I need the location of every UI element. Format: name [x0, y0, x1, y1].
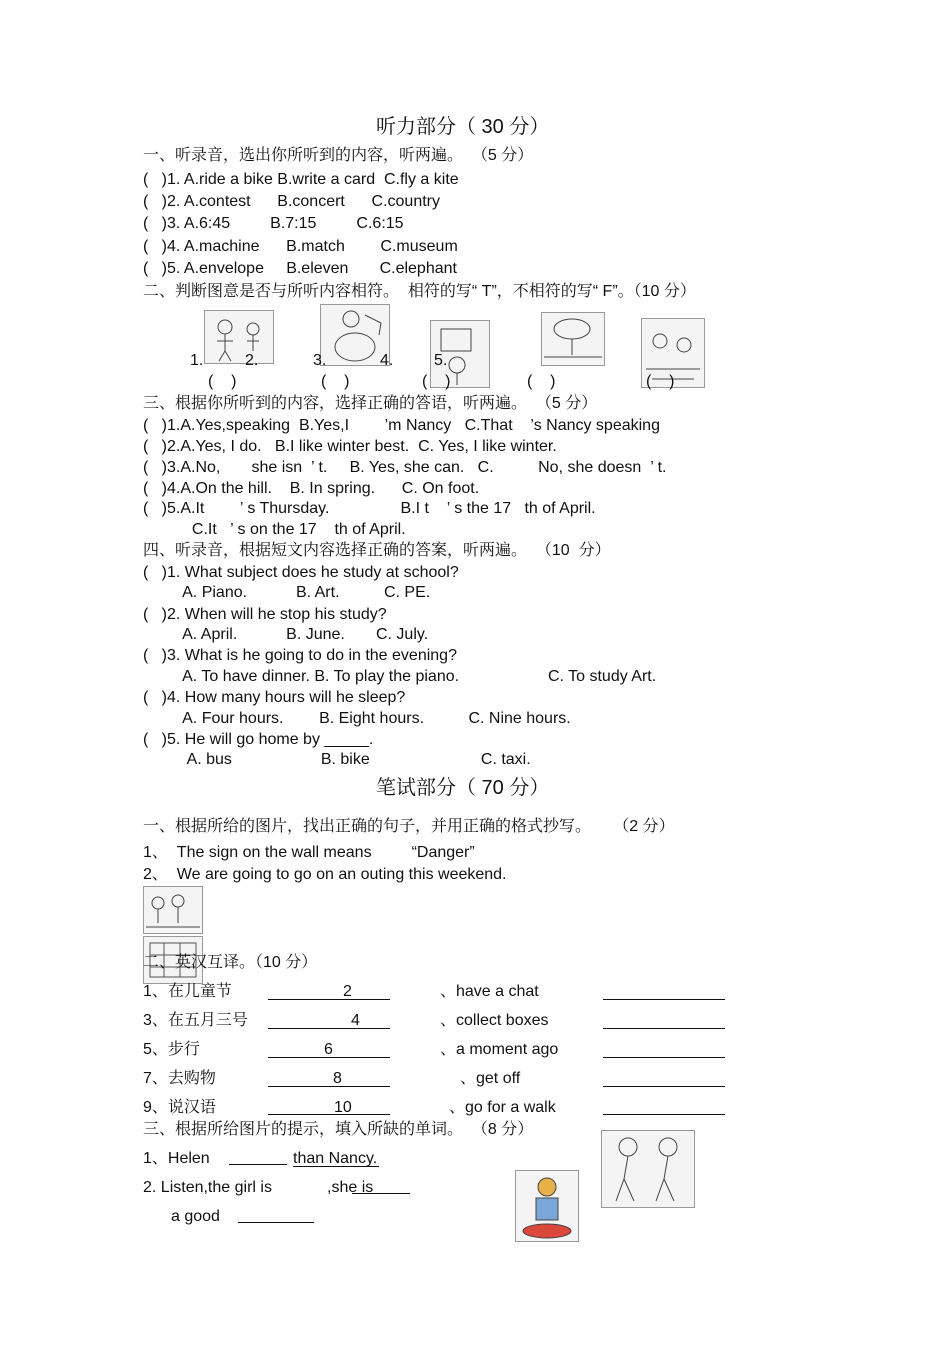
- l1-item-4: ( )4. A.machine B.match C.museum: [143, 238, 458, 255]
- l2-heading: 二、判断图意是否与所听内容相符。 相符的写“ T”，不相符的写“ F”。（10 分）: [143, 283, 696, 300]
- w3-q1-underline: [293, 1166, 379, 1167]
- l1-item-2: ( )2. A.contest B.concert C.country: [143, 193, 440, 210]
- w2-row-1-blank[interactable]: [268, 999, 390, 1000]
- l3-item-5: ( )5.A.It ’ s Thursday. B.I t ’ s the 17 th of April.: [143, 500, 596, 517]
- w2-row-3-answer[interactable]: [603, 1057, 725, 1058]
- w2-row-1-right: 、have a chat: [440, 983, 539, 1000]
- w3-heading: 三、根据所给图片的提示，填入所缺的单词。 （8 分）: [143, 1121, 534, 1138]
- picture-number-3: 3.: [313, 352, 327, 369]
- w3-q2b-blank[interactable]: [238, 1222, 314, 1223]
- w2-row-5-blank[interactable]: [268, 1114, 390, 1115]
- picture-number-2: 2.: [245, 352, 259, 369]
- picture-outing: [143, 886, 203, 934]
- writing-title: 笔试部分（ 70 分）: [376, 777, 550, 799]
- w1-item-1: 1、 The sign on the wall means “Danger”: [143, 844, 475, 861]
- w1-heading: 一、根据所给的图片，找出正确的句子，并用正确的格式抄写。 （2 分）: [143, 818, 675, 835]
- picture-girl-singing: [515, 1170, 579, 1242]
- tf-blank-4[interactable]: ( ): [527, 373, 556, 390]
- w3-q1-blank[interactable]: [229, 1164, 287, 1165]
- w2-row-1-answer[interactable]: [603, 999, 725, 1000]
- w2-row-4-num: 8: [333, 1070, 342, 1087]
- picture-4-tree-landscape: [541, 312, 605, 366]
- w2-row-1-num: 2: [343, 983, 352, 1000]
- w2-row-2-blank[interactable]: [268, 1028, 390, 1029]
- l3-item-2: ( )2.A.Yes, I do. B.I like winter best. C. Yes, I like winter.: [143, 438, 557, 455]
- w3-q1-end: than Nancy.: [293, 1150, 378, 1167]
- l4-q1-options: A. Piano. B. Art. C. PE.: [143, 584, 431, 601]
- w2-row-4-answer[interactable]: [603, 1086, 725, 1087]
- l3-item-3: ( )3.A.No, she isn ’ t. B. Yes, she can. C. No, she doesn ’ t.: [143, 459, 667, 476]
- w3-q2-mid: ,she is: [327, 1179, 374, 1196]
- picture-1-kids-playing: [204, 310, 274, 364]
- l1-item-5: ( )5. A.envelope B.eleven C.elephant: [143, 260, 457, 277]
- w2-row-3-num: 6: [324, 1041, 333, 1058]
- listening-title: 听力部分（ 30 分）: [376, 116, 550, 138]
- l4-q2: ( )2. When will he stop his study?: [143, 606, 387, 623]
- w2-row-5-num: 10: [334, 1099, 352, 1116]
- l3-item-4: ( )4.A.On the hill. B. In spring. C. On foot.: [143, 480, 480, 497]
- w2-row-2-right: 、collect boxes: [440, 1012, 549, 1029]
- picture-girls-running: [601, 1130, 695, 1208]
- l1-item-1: ( )1. A.ride a bike B.write a card C.fly a kite: [143, 171, 459, 188]
- l3-heading: 三、根据你所听到的内容，选择正确的答语，听两遍。 （5 分）: [143, 395, 598, 412]
- tf-blank-3[interactable]: ( ): [422, 373, 451, 390]
- w2-row-3-right: 、a moment ago: [440, 1041, 559, 1058]
- tf-blank-2[interactable]: ( ): [321, 373, 350, 390]
- w2-row-4-blank[interactable]: [268, 1086, 390, 1087]
- l4-q5-options: A. bus B. bike C. taxi.: [143, 751, 531, 768]
- w2-row-1-left: 1、在儿童节: [143, 983, 232, 1000]
- w2-row-4-right: 、get off: [460, 1070, 521, 1087]
- l4-q3-options: A. To have dinner. B. To play the piano. C. To study Art.: [143, 668, 657, 685]
- w3-q2-blank[interactable]: [352, 1193, 410, 1194]
- w2-row-2-answer[interactable]: [603, 1028, 725, 1029]
- l3-item-5c: C.It ’ s on the 17 th of April.: [143, 521, 406, 538]
- l1-item-3: ( )3. A.6:45 B.7:15 C.6:15: [143, 215, 404, 232]
- tf-blank-5[interactable]: ( ): [646, 373, 675, 390]
- picture-number-5: 5.: [434, 352, 448, 369]
- w3-q2b-start: a good: [171, 1208, 220, 1225]
- w2-row-5-right: 、go for a walk: [449, 1099, 556, 1116]
- w2-row-5-left: 9、说汉语: [143, 1099, 216, 1116]
- l4-q2-options: A. April. B. June. C. July.: [143, 626, 429, 643]
- l4-q1: ( )1. What subject does he study at school?: [143, 564, 459, 581]
- l4-q4: ( )4. How many hours will he sleep?: [143, 689, 406, 706]
- w2-row-4-left: 7、去购物: [143, 1070, 216, 1087]
- tf-blank-1[interactable]: ( ): [208, 373, 237, 390]
- w2-row-3-left: 5、步行: [143, 1041, 200, 1058]
- picture-number-4: 4.: [380, 352, 394, 369]
- w1-item-2: 2、 We are going to go on an outing this weekend.: [143, 866, 507, 883]
- w3-q1-start: 1、Helen: [143, 1150, 210, 1167]
- w3-q2-start: 2. Listen,the girl is: [143, 1179, 272, 1196]
- l4-q3: ( )3. What is he going to do in the evening?: [143, 647, 457, 664]
- w2-heading: 二、英汉互译。（10 分）: [143, 954, 318, 971]
- picture-number-1: 1.: [190, 352, 204, 369]
- w2-row-2-num: 4: [351, 1012, 360, 1029]
- l4-q5: ( )5. He will go home by _____.: [143, 731, 374, 748]
- l4-q4-options: A. Four hours. B. Eight hours. C. Nine hours.: [143, 710, 571, 727]
- w2-row-2-left: 3、在五月三号: [143, 1012, 248, 1029]
- l1-heading: 一、听录音，选出你所听到的内容，听两遍。 （5 分）: [143, 147, 534, 164]
- l4-heading: 四、听录音，根据短文内容选择正确的答案，听两遍。 （10 分）: [143, 542, 611, 559]
- l3-item-1: ( )1.A.Yes,speaking B.Yes,I ’m Nancy C.That ’s Nancy speaking: [143, 417, 660, 434]
- w2-row-5-answer[interactable]: [603, 1114, 725, 1115]
